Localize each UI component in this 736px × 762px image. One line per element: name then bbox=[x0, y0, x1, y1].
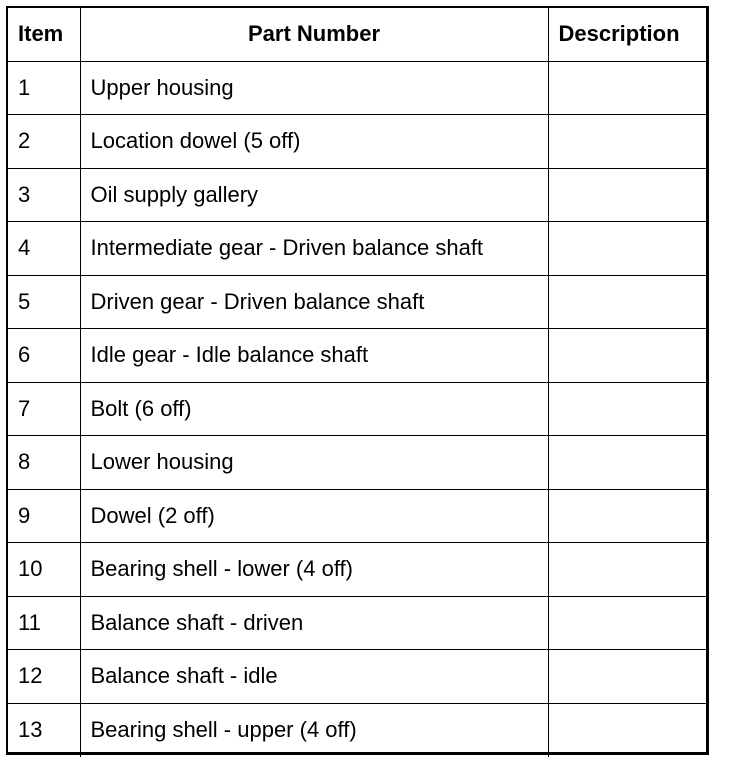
parts-table bbox=[8, 8, 706, 757]
cell-description bbox=[548, 115, 706, 169]
cell-description bbox=[548, 596, 706, 650]
table-row bbox=[8, 115, 706, 169]
table-row bbox=[8, 222, 706, 276]
cell-part-number: Bearing shell - lower (4 off) bbox=[80, 543, 548, 597]
cell-item: 12 bbox=[8, 650, 80, 704]
cell-part-number: Idle gear - Idle balance shaft bbox=[80, 329, 548, 383]
cell-item: 9 bbox=[8, 489, 80, 543]
cell-item: 7 bbox=[8, 382, 80, 436]
table-row bbox=[8, 543, 706, 597]
column-header-part-number: Part Number bbox=[80, 8, 548, 61]
table-row bbox=[8, 329, 706, 383]
cell-description bbox=[548, 703, 706, 757]
table-header-row bbox=[8, 8, 706, 61]
table-row bbox=[8, 436, 706, 490]
cell-item: 5 bbox=[8, 275, 80, 329]
cell-part-number: Oil supply gallery bbox=[80, 168, 548, 222]
table-row bbox=[8, 489, 706, 543]
cell-part-number: Location dowel (5 off) bbox=[80, 115, 548, 169]
cell-item: 2 bbox=[8, 115, 80, 169]
cell-description bbox=[548, 222, 706, 276]
cell-item: 11 bbox=[8, 596, 80, 650]
cell-item: 1 bbox=[8, 61, 80, 115]
cell-description bbox=[548, 650, 706, 704]
table-row bbox=[8, 275, 706, 329]
table-row bbox=[8, 382, 706, 436]
cell-item: 8 bbox=[8, 436, 80, 490]
cell-item: 3 bbox=[8, 168, 80, 222]
table-row bbox=[8, 168, 706, 222]
parts-table-frame bbox=[6, 6, 709, 755]
table-row bbox=[8, 596, 706, 650]
cell-part-number: Intermediate gear - Driven balance shaft bbox=[80, 222, 548, 276]
cell-part-number: Balance shaft - idle bbox=[80, 650, 548, 704]
cell-part-number: Dowel (2 off) bbox=[80, 489, 548, 543]
cell-description bbox=[548, 329, 706, 383]
cell-description bbox=[548, 382, 706, 436]
column-header-item: Item bbox=[8, 8, 80, 61]
cell-part-number: Driven gear - Driven balance shaft bbox=[80, 275, 548, 329]
cell-part-number: Upper housing bbox=[80, 61, 548, 115]
table-row bbox=[8, 703, 706, 757]
table-row bbox=[8, 61, 706, 115]
cell-description bbox=[548, 275, 706, 329]
cell-description bbox=[548, 61, 706, 115]
cell-part-number: Balance shaft - driven bbox=[80, 596, 548, 650]
cell-part-number: Lower housing bbox=[80, 436, 548, 490]
cell-part-number: Bearing shell - upper (4 off) bbox=[80, 703, 548, 757]
cell-part-number: Bolt (6 off) bbox=[80, 382, 548, 436]
column-header-description: Description bbox=[548, 8, 706, 61]
cell-item: 6 bbox=[8, 329, 80, 383]
table-row bbox=[8, 650, 706, 704]
cell-description bbox=[548, 489, 706, 543]
cell-item: 4 bbox=[8, 222, 80, 276]
cell-item: 10 bbox=[8, 543, 80, 597]
cell-description bbox=[548, 543, 706, 597]
cell-description bbox=[548, 436, 706, 490]
cell-item: 13 bbox=[8, 703, 80, 757]
cell-description bbox=[548, 168, 706, 222]
